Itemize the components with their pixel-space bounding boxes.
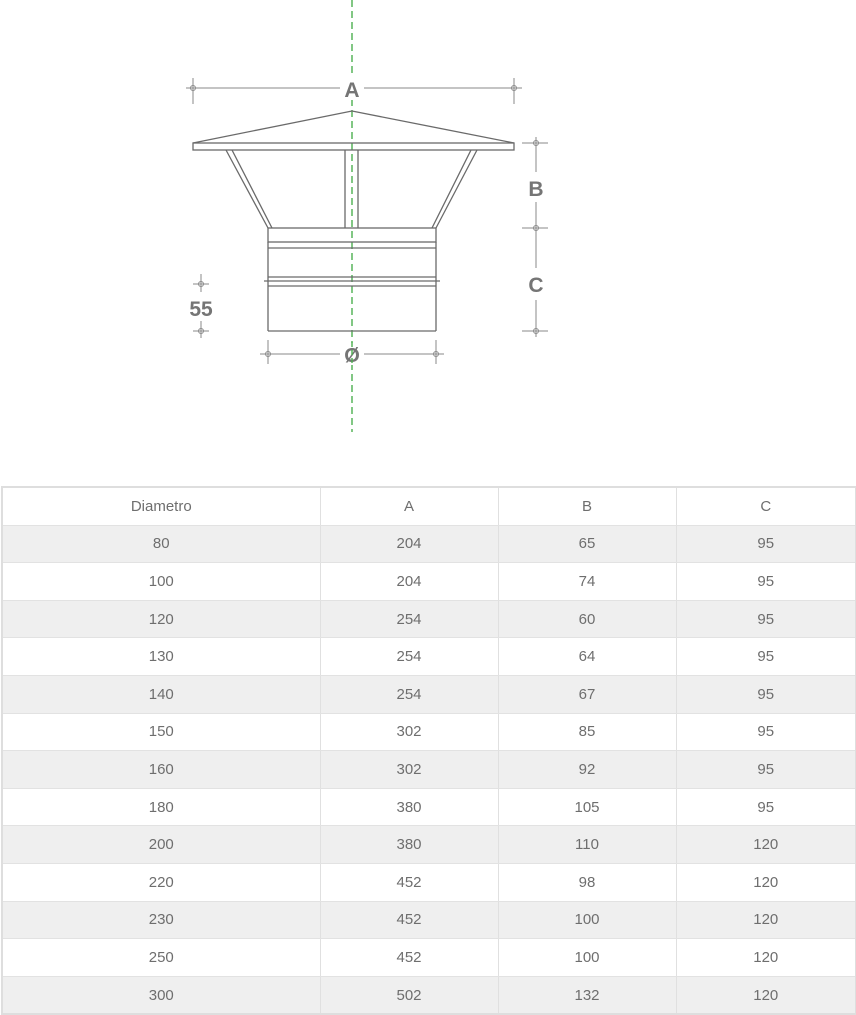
cell-a: 302	[320, 751, 498, 789]
cell-b: 100	[498, 939, 676, 977]
cell-c: 95	[676, 600, 856, 638]
chimney-cap-diagram	[0, 0, 856, 470]
cell-c: 120	[676, 939, 856, 977]
dimension-b-label: B	[528, 178, 544, 201]
table-row	[2, 826, 856, 864]
cell-diametro: 140	[2, 675, 320, 713]
cell-a: 254	[320, 600, 498, 638]
table-row	[2, 713, 856, 751]
cell-c: 120	[676, 826, 856, 864]
dimensions-table	[1, 486, 856, 1015]
table-row	[2, 638, 856, 676]
table-row	[2, 863, 856, 901]
table-row	[2, 901, 856, 939]
cell-b: 85	[498, 713, 676, 751]
cell-c: 120	[676, 976, 856, 1014]
cell-diametro: 130	[2, 638, 320, 676]
cell-a: 302	[320, 713, 498, 751]
table-header	[2, 487, 856, 525]
cell-diametro: 120	[2, 600, 320, 638]
cell-a: 452	[320, 863, 498, 901]
dimension-bc	[522, 137, 548, 337]
table-row	[2, 788, 856, 826]
cell-a: 380	[320, 788, 498, 826]
cell-a: 452	[320, 939, 498, 977]
cell-diametro: 100	[2, 563, 320, 601]
cell-diametro: 80	[2, 525, 320, 563]
table-row	[2, 976, 856, 1014]
header-c: C	[676, 487, 856, 525]
cell-c: 95	[676, 675, 856, 713]
cell-b: 132	[498, 976, 676, 1014]
cell-diametro: 220	[2, 863, 320, 901]
table-row	[2, 751, 856, 789]
cell-c: 95	[676, 525, 856, 563]
cell-diametro: 250	[2, 939, 320, 977]
dimension-a-label: A	[344, 79, 360, 102]
header-b: B	[498, 487, 676, 525]
cell-b: 65	[498, 525, 676, 563]
cell-b: 105	[498, 788, 676, 826]
dimension-collar-label: 55	[189, 298, 213, 321]
cell-diametro: 230	[2, 901, 320, 939]
cell-diametro: 300	[2, 976, 320, 1014]
cap-roof	[193, 111, 514, 150]
dimension-c-label: C	[528, 274, 544, 297]
cell-a: 204	[320, 563, 498, 601]
cell-c: 95	[676, 563, 856, 601]
cell-c: 95	[676, 713, 856, 751]
header-row	[2, 487, 856, 525]
cell-diametro: 150	[2, 713, 320, 751]
cell-a: 452	[320, 901, 498, 939]
table-row	[2, 939, 856, 977]
cell-a: 502	[320, 976, 498, 1014]
technical-drawing	[0, 0, 856, 470]
cell-a: 204	[320, 525, 498, 563]
cell-diametro: 160	[2, 751, 320, 789]
cell-b: 67	[498, 675, 676, 713]
cell-c: 95	[676, 751, 856, 789]
cell-a: 254	[320, 675, 498, 713]
cell-b: 100	[498, 901, 676, 939]
cell-b: 98	[498, 863, 676, 901]
table-row	[2, 525, 856, 563]
cell-c: 95	[676, 638, 856, 676]
cell-b: 74	[498, 563, 676, 601]
table-row	[2, 600, 856, 638]
cell-b: 60	[498, 600, 676, 638]
table-row	[2, 675, 856, 713]
header-diametro: Diametro	[2, 487, 320, 525]
cell-diametro: 200	[2, 826, 320, 864]
cell-diametro: 180	[2, 788, 320, 826]
header-a: A	[320, 487, 498, 525]
cell-c: 120	[676, 901, 856, 939]
dimensions-table-container	[1, 486, 855, 1015]
cell-b: 64	[498, 638, 676, 676]
cell-a: 380	[320, 826, 498, 864]
cell-a: 254	[320, 638, 498, 676]
table-body	[2, 525, 856, 1014]
table-row	[2, 563, 856, 601]
cell-b: 92	[498, 751, 676, 789]
cell-b: 110	[498, 826, 676, 864]
cell-c: 95	[676, 788, 856, 826]
cell-c: 120	[676, 863, 856, 901]
dimension-diameter-label: Ø	[344, 345, 360, 367]
